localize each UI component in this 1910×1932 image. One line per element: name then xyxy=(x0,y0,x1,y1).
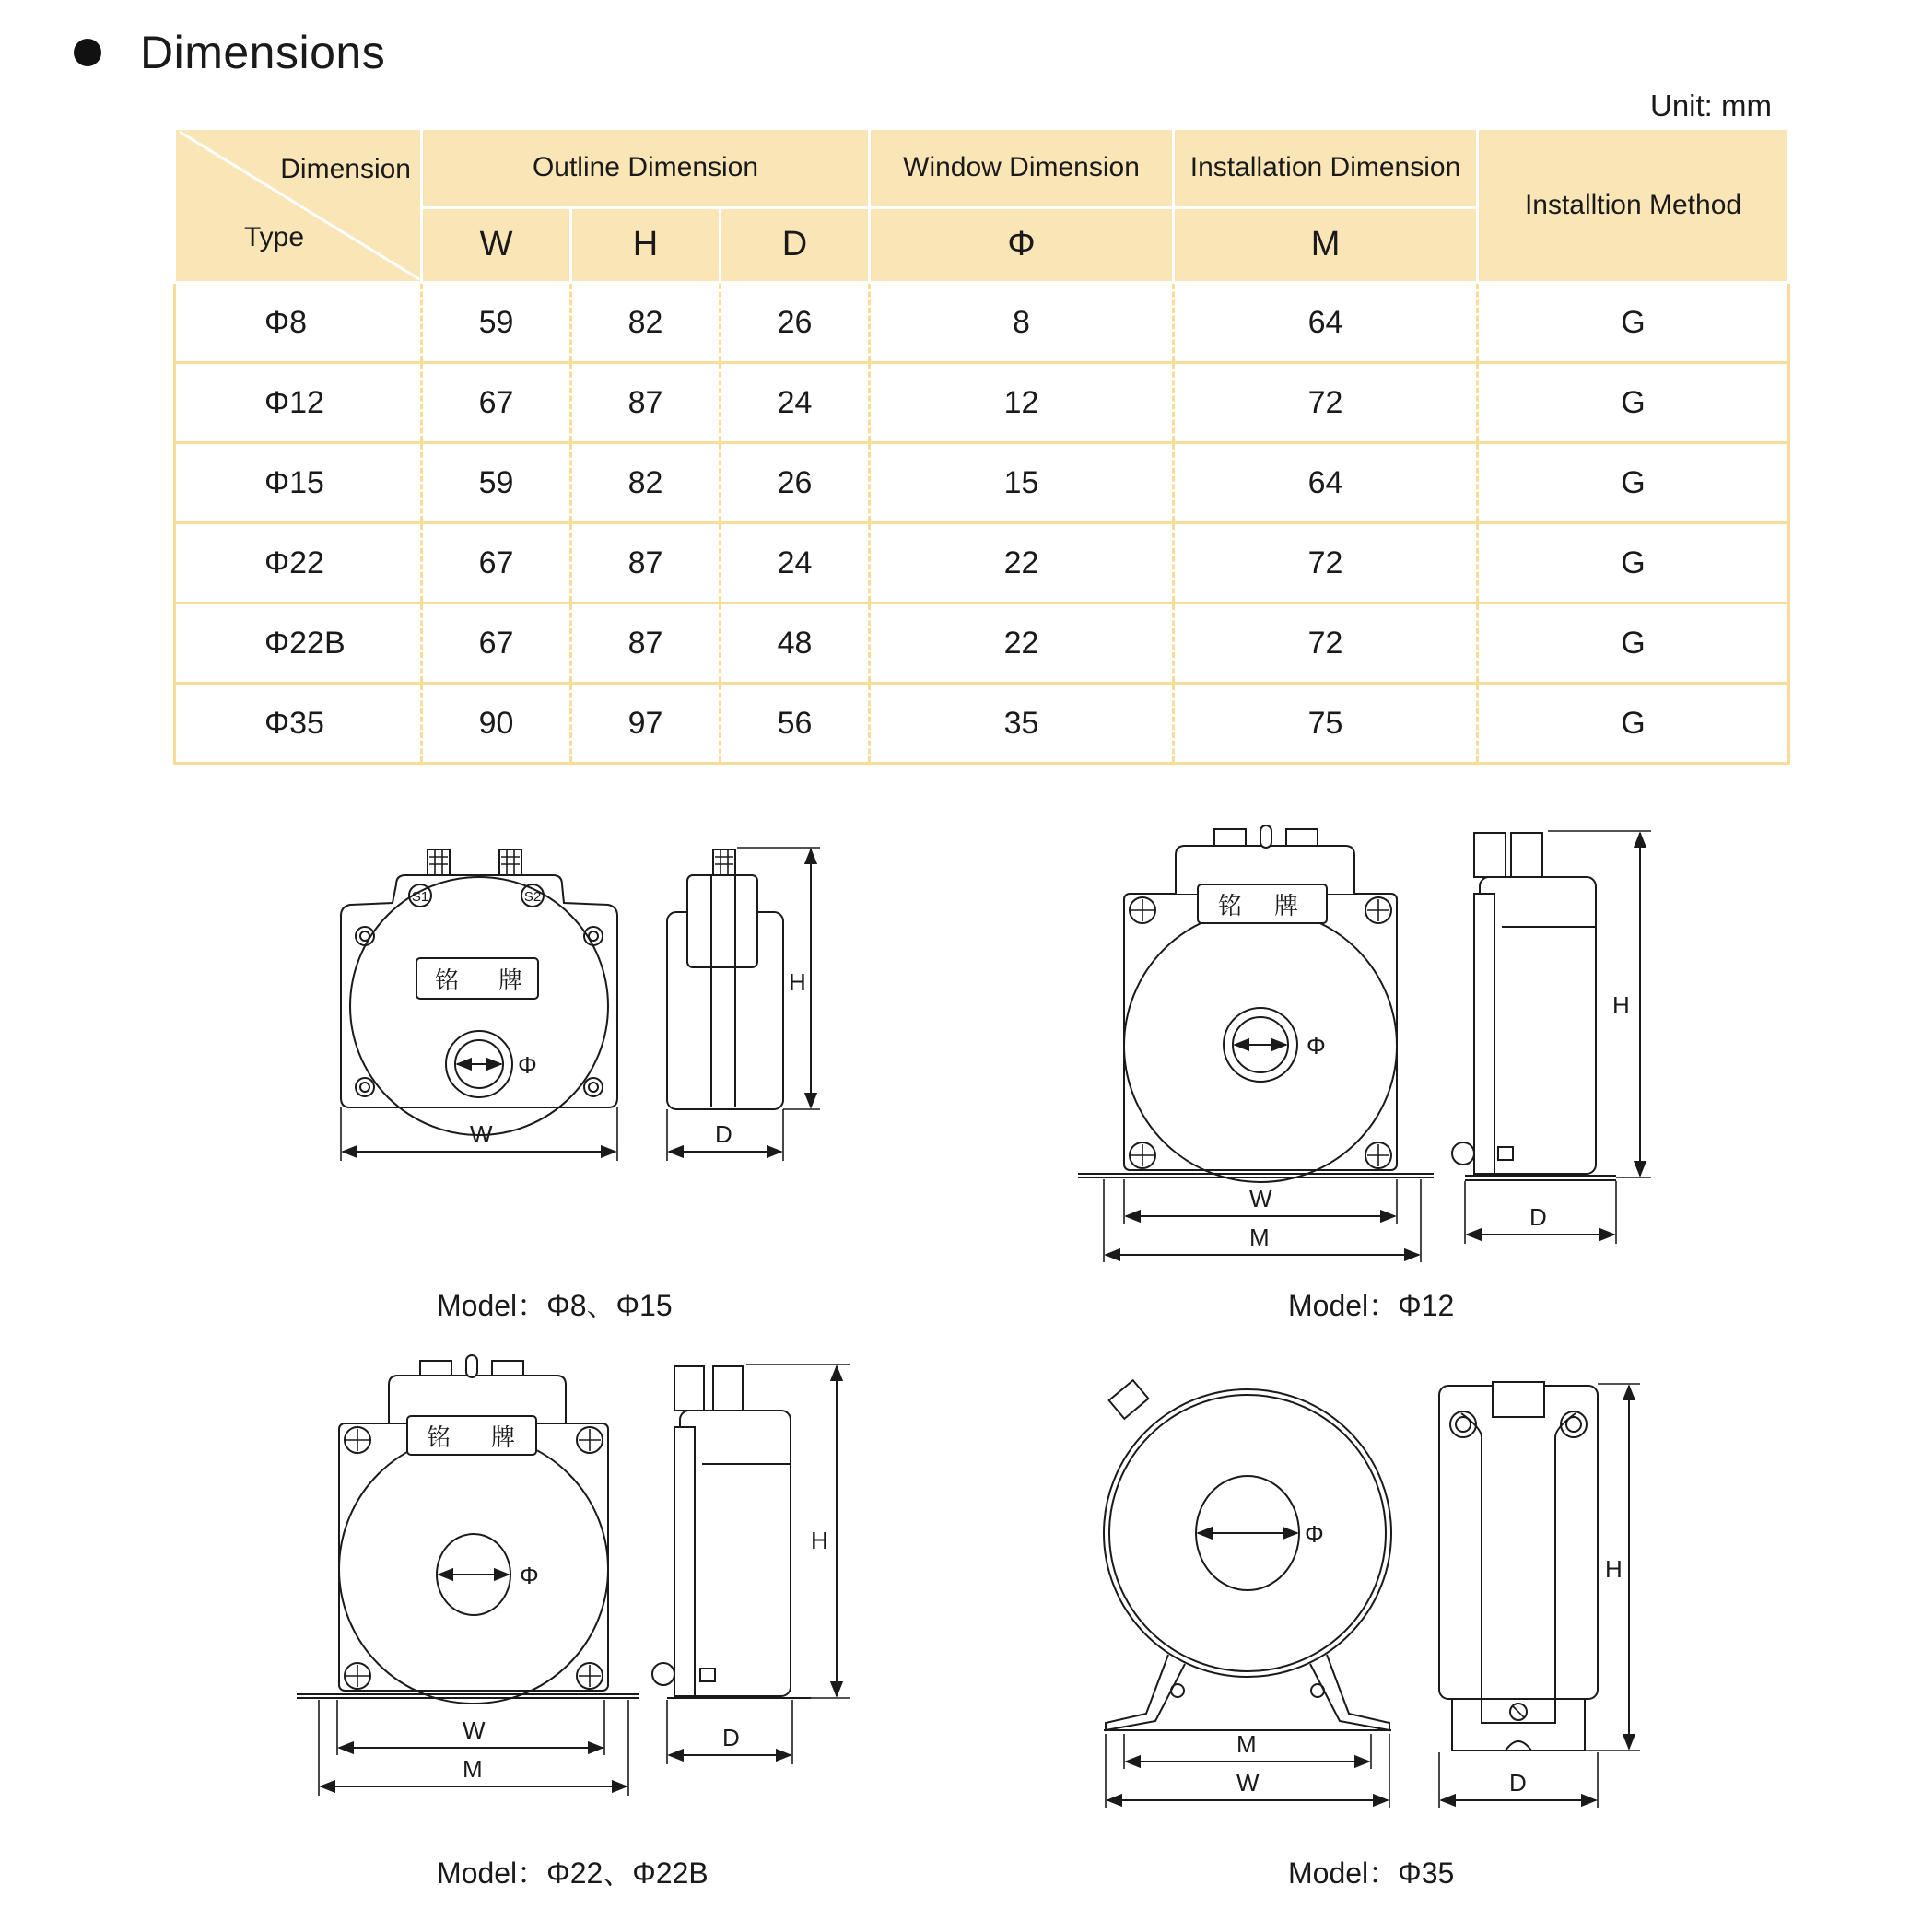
s1-terminal-label: S1 xyxy=(411,889,429,905)
cell-method: G xyxy=(1478,523,1789,603)
d-dim-label: D xyxy=(715,1120,732,1148)
table-row xyxy=(175,363,1789,443)
d-dim-label: D xyxy=(1509,1769,1527,1797)
table-row xyxy=(175,283,1789,363)
m-dim-label: M xyxy=(1249,1224,1270,1251)
cell-d: 48 xyxy=(721,603,870,684)
cell-method: G xyxy=(1478,443,1789,523)
cell-m: 75 xyxy=(1174,684,1478,764)
w-dim-label: W xyxy=(470,1120,493,1148)
svg-text:牌: 牌 xyxy=(490,1424,516,1452)
subhead-m: M xyxy=(1174,207,1478,282)
d-dim-label: D xyxy=(722,1724,740,1751)
caption-model-4: Model：Φ35 xyxy=(1288,1856,1455,1890)
cell-h: 87 xyxy=(571,523,721,603)
drawing-model-phi35 xyxy=(1096,1364,1668,1824)
header-method: Installtion Method xyxy=(1478,129,1789,283)
cell-m: 72 xyxy=(1174,363,1478,443)
cell-h: 87 xyxy=(571,603,721,684)
cell-d: 26 xyxy=(721,283,870,363)
cell-phi: 35 xyxy=(870,684,1174,764)
cell-w: 67 xyxy=(422,603,571,684)
cell-d: 24 xyxy=(721,523,870,603)
h-dim-label: H xyxy=(811,1527,828,1554)
phi-label: Φ xyxy=(518,1051,537,1079)
corner-dimension-label: Dimension xyxy=(280,154,411,184)
cell-type: Φ15 xyxy=(175,443,422,523)
w-dim-label: W xyxy=(1236,1769,1260,1797)
drawing-model-phi12 xyxy=(1078,820,1668,1281)
dimensions-table xyxy=(173,127,1790,765)
cell-phi: 8 xyxy=(870,283,1174,363)
nameplate xyxy=(407,1416,536,1455)
cell-w: 59 xyxy=(422,443,571,523)
cell-w: 67 xyxy=(422,363,571,443)
cell-method: G xyxy=(1478,603,1789,684)
subhead-phi: Φ xyxy=(870,207,1174,282)
cell-h: 82 xyxy=(571,283,721,363)
m-dim-label: M xyxy=(1236,1730,1257,1758)
cell-method: G xyxy=(1478,684,1789,764)
cell-phi: 15 xyxy=(870,443,1174,523)
svg-text:铭: 铭 xyxy=(434,967,460,995)
cell-m: 64 xyxy=(1174,443,1478,523)
cell-type: Φ22B xyxy=(175,603,422,684)
subhead-d: D xyxy=(721,207,870,282)
cell-d: 24 xyxy=(721,363,870,443)
caption-model-3: Model：Φ22、Φ22B xyxy=(437,1856,709,1890)
h-dim-label: H xyxy=(1612,991,1630,1019)
m-dim-label: M xyxy=(463,1755,483,1783)
nameplate xyxy=(1198,884,1327,923)
header-installation: Installation Dimension xyxy=(1174,129,1478,208)
svg-text:铭: 铭 xyxy=(1217,893,1243,920)
cell-w: 67 xyxy=(422,523,571,603)
cell-type: Φ22 xyxy=(175,523,422,603)
caption-model-2: Model：Φ12 xyxy=(1288,1289,1455,1322)
phi-label: Φ xyxy=(1307,1032,1326,1060)
cell-type: Φ8 xyxy=(175,283,422,363)
header-outline: Outline Dimension xyxy=(422,129,870,208)
corner-type-label: Type xyxy=(244,222,305,252)
cell-phi: 12 xyxy=(870,363,1174,443)
svg-text:牌: 牌 xyxy=(498,967,523,995)
cell-m: 72 xyxy=(1174,603,1478,684)
cell-method: G xyxy=(1478,363,1789,443)
bullet-icon xyxy=(74,39,101,66)
section-heading xyxy=(74,26,385,79)
table-row xyxy=(175,684,1789,764)
corner-diagonal xyxy=(176,130,423,281)
subhead-h: H xyxy=(571,207,721,282)
w-dim-label: W xyxy=(463,1716,486,1744)
table-row xyxy=(175,603,1789,684)
svg-text:牌: 牌 xyxy=(1273,893,1299,920)
cell-d: 26 xyxy=(721,443,870,523)
drawing-model-phi8-phi15 xyxy=(332,829,848,1281)
cell-h: 82 xyxy=(571,443,721,523)
cell-h: 97 xyxy=(571,684,721,764)
drawing-model-phi22-phi22b xyxy=(295,1350,866,1820)
corner-header xyxy=(175,129,422,283)
cell-m: 72 xyxy=(1174,523,1478,603)
cell-method: G xyxy=(1478,283,1789,363)
cell-phi: 22 xyxy=(870,603,1174,684)
svg-text:铭: 铭 xyxy=(426,1424,451,1452)
w-dim-label: W xyxy=(1249,1185,1272,1212)
cell-w: 90 xyxy=(422,684,571,764)
s2-terminal-label: S2 xyxy=(523,889,542,905)
cell-phi: 22 xyxy=(870,523,1174,603)
table-row xyxy=(175,523,1789,603)
cell-m: 64 xyxy=(1174,283,1478,363)
cell-w: 59 xyxy=(422,283,571,363)
unit-label: Unit: mm xyxy=(1650,88,1772,123)
page-title: Dimensions xyxy=(140,27,386,78)
phi-label: Φ xyxy=(1305,1520,1324,1548)
d-dim-label: D xyxy=(1529,1203,1547,1231)
cell-h: 87 xyxy=(571,363,721,443)
caption-model-1: Model：Φ8、Φ15 xyxy=(437,1289,673,1322)
cell-d: 56 xyxy=(721,684,870,764)
cell-type: Φ12 xyxy=(175,363,422,443)
header-window: Window Dimension xyxy=(870,129,1174,208)
subhead-w: W xyxy=(422,207,571,282)
cell-type: Φ35 xyxy=(175,684,422,764)
h-dim-label: H xyxy=(1605,1555,1623,1583)
nameplate xyxy=(416,958,538,999)
phi-label: Φ xyxy=(520,1562,539,1589)
table-row xyxy=(175,443,1789,523)
h-dim-label: H xyxy=(789,968,806,996)
